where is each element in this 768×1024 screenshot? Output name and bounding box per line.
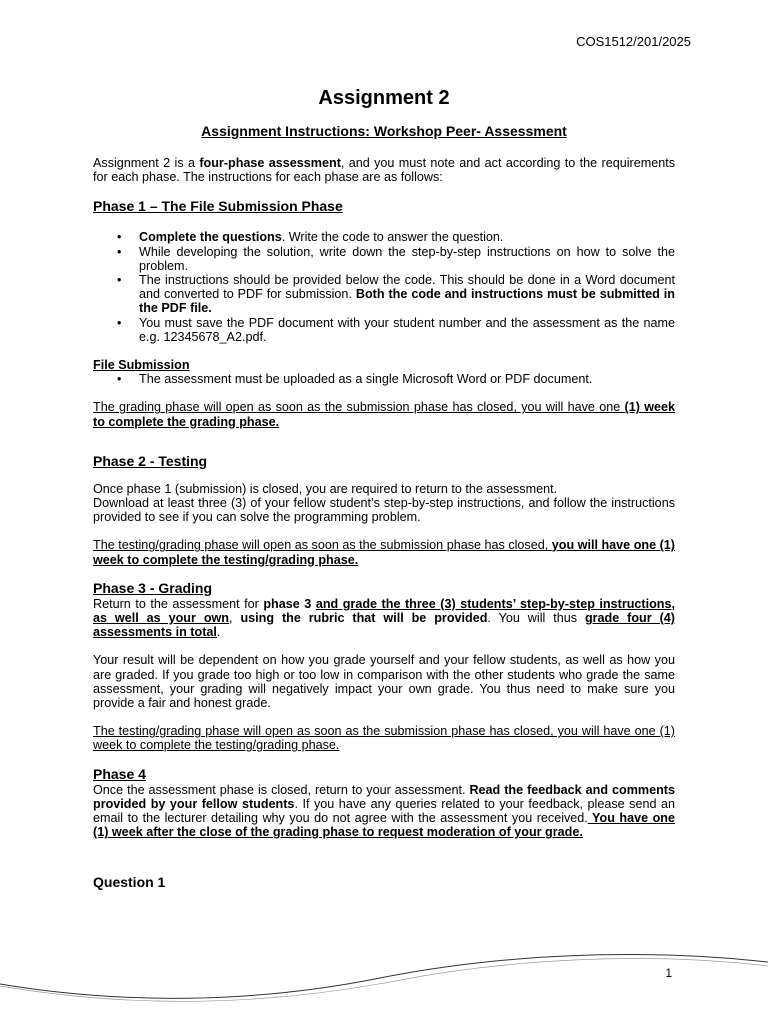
phase2-note bbox=[93, 538, 675, 566]
bullet-text: While developing the solution, write down the step-by-step instructions on how to solve the problem. bbox=[139, 244, 675, 273]
phase3-paragraph-1 bbox=[93, 597, 675, 640]
phase1-heading: Phase 1 – The File Submission Phase bbox=[93, 198, 343, 215]
text-run-bold-underline: grade four (4) assessments in total bbox=[93, 611, 675, 640]
text-run: Once the assessment phase is closed, return to your assessment. bbox=[93, 782, 470, 797]
course-code: COS1512/201/2025 bbox=[576, 34, 691, 49]
bullet-bold: Both the code and instructions must be submitted in the PDF file. bbox=[139, 287, 675, 316]
list-item bbox=[139, 372, 675, 386]
phase2-paragraph-1: Once phase 1 (submission) is closed, you are required to return to the assessment. bbox=[93, 481, 558, 496]
text-run-bold: phase 3 bbox=[263, 596, 312, 611]
footer-wave-line-1 bbox=[0, 955, 768, 999]
list-item bbox=[139, 230, 675, 244]
note-text: The testing/grading phase will open as soon as the submission phase has closed, bbox=[93, 538, 552, 553]
list-item bbox=[139, 245, 675, 273]
intro-text: Assignment 2 is a bbox=[93, 156, 200, 170]
page-number: 1 bbox=[665, 966, 672, 980]
phase1-bullet-list bbox=[93, 230, 675, 344]
intro-paragraph bbox=[93, 156, 675, 184]
phase4-heading: Phase 4 bbox=[93, 765, 146, 782]
phase3-heading: Phase 3 - Grading bbox=[93, 579, 213, 596]
note-text: The grading phase will open as soon as the submission phase has closed, you will have one bbox=[93, 400, 625, 415]
phase1-grading-note bbox=[93, 400, 675, 428]
file-submission-list bbox=[93, 372, 675, 386]
text-run: . You will thus bbox=[487, 611, 585, 626]
phase2-heading: Phase 2 - Testing bbox=[93, 452, 208, 469]
bullet-text: The instructions should be provided below the code. This should be done in a Word document and converted to PDF for submission. bbox=[139, 273, 675, 302]
list-item bbox=[139, 316, 675, 344]
phase4-paragraph bbox=[93, 783, 675, 840]
file-submission-heading: File Submission bbox=[93, 358, 190, 373]
bullet-bold: Complete the questions bbox=[139, 230, 282, 245]
footer-wave-decoration bbox=[0, 940, 768, 1024]
page-title: Assignment 2 bbox=[318, 87, 450, 109]
phase2-paragraph-2: Download at least three (3) of your fellow student’s step-by-step instructions, and follow the instructions provided to see if you can solve the programming problem. bbox=[93, 496, 675, 525]
phase3-note: The testing/grading phase will open as soon as the submission phase has closed, you will have one (1) week to complete the testing/grading phase. bbox=[93, 724, 675, 753]
text-run-bold-underline: and grade the three (3) students’ step-by-step instructions, as well as your own bbox=[93, 596, 675, 626]
intro-text-rest: , and you must note and act according to the requirements for each phase. The instructions for each phase are as follows: bbox=[93, 156, 676, 185]
footer-wave-line-2 bbox=[0, 959, 768, 1002]
list-item bbox=[139, 273, 675, 316]
text-run: . If you have any queries related to your feedback, please send an email to the lecturer detailing why you do not agree with the assessment you received. bbox=[93, 796, 675, 826]
phase3-paragraph-2: Your result will be dependent on how you grade yourself and your fellow students, as well as how you are graded. If you grade too high or too low in comparison with the other students who grade the same assessment, your grading will negatively impact your own grade. You thus need to make sure you provide a fair and honest grade. bbox=[93, 653, 675, 711]
bullet-text: You must save the PDF document with your student number and the assessment as the name e.g. 12345678_A2.pdf. bbox=[139, 315, 675, 344]
text-run: Return to the assessment for bbox=[93, 596, 264, 611]
note-bold: you will have one (1) week to complete the testing/grading phase. bbox=[93, 538, 675, 567]
text-run-bold: using the rubric that will be provided bbox=[240, 611, 488, 626]
page-subtitle: Assignment Instructions: Workshop Peer- Assessment bbox=[201, 123, 567, 139]
text-run: , bbox=[229, 611, 241, 626]
document-body bbox=[93, 86, 675, 891]
text-run-bold: Read the feedback and comments provided by your fellow students bbox=[93, 782, 675, 811]
note-bold: (1) week to complete the grading phase. bbox=[93, 400, 676, 429]
bullet-text: The assessment must be uploaded as a single Microsoft Word or PDF document. bbox=[139, 372, 593, 387]
intro-bold: four-phase assessment bbox=[199, 156, 341, 170]
question-1-heading: Question 1 bbox=[93, 873, 166, 890]
text-run-bold-underline: You have one (1) week after the close of the grading phase to request moderation of your grade. bbox=[93, 811, 675, 840]
bullet-text: . Write the code to answer the question. bbox=[281, 230, 504, 245]
text-run: . bbox=[216, 625, 221, 640]
